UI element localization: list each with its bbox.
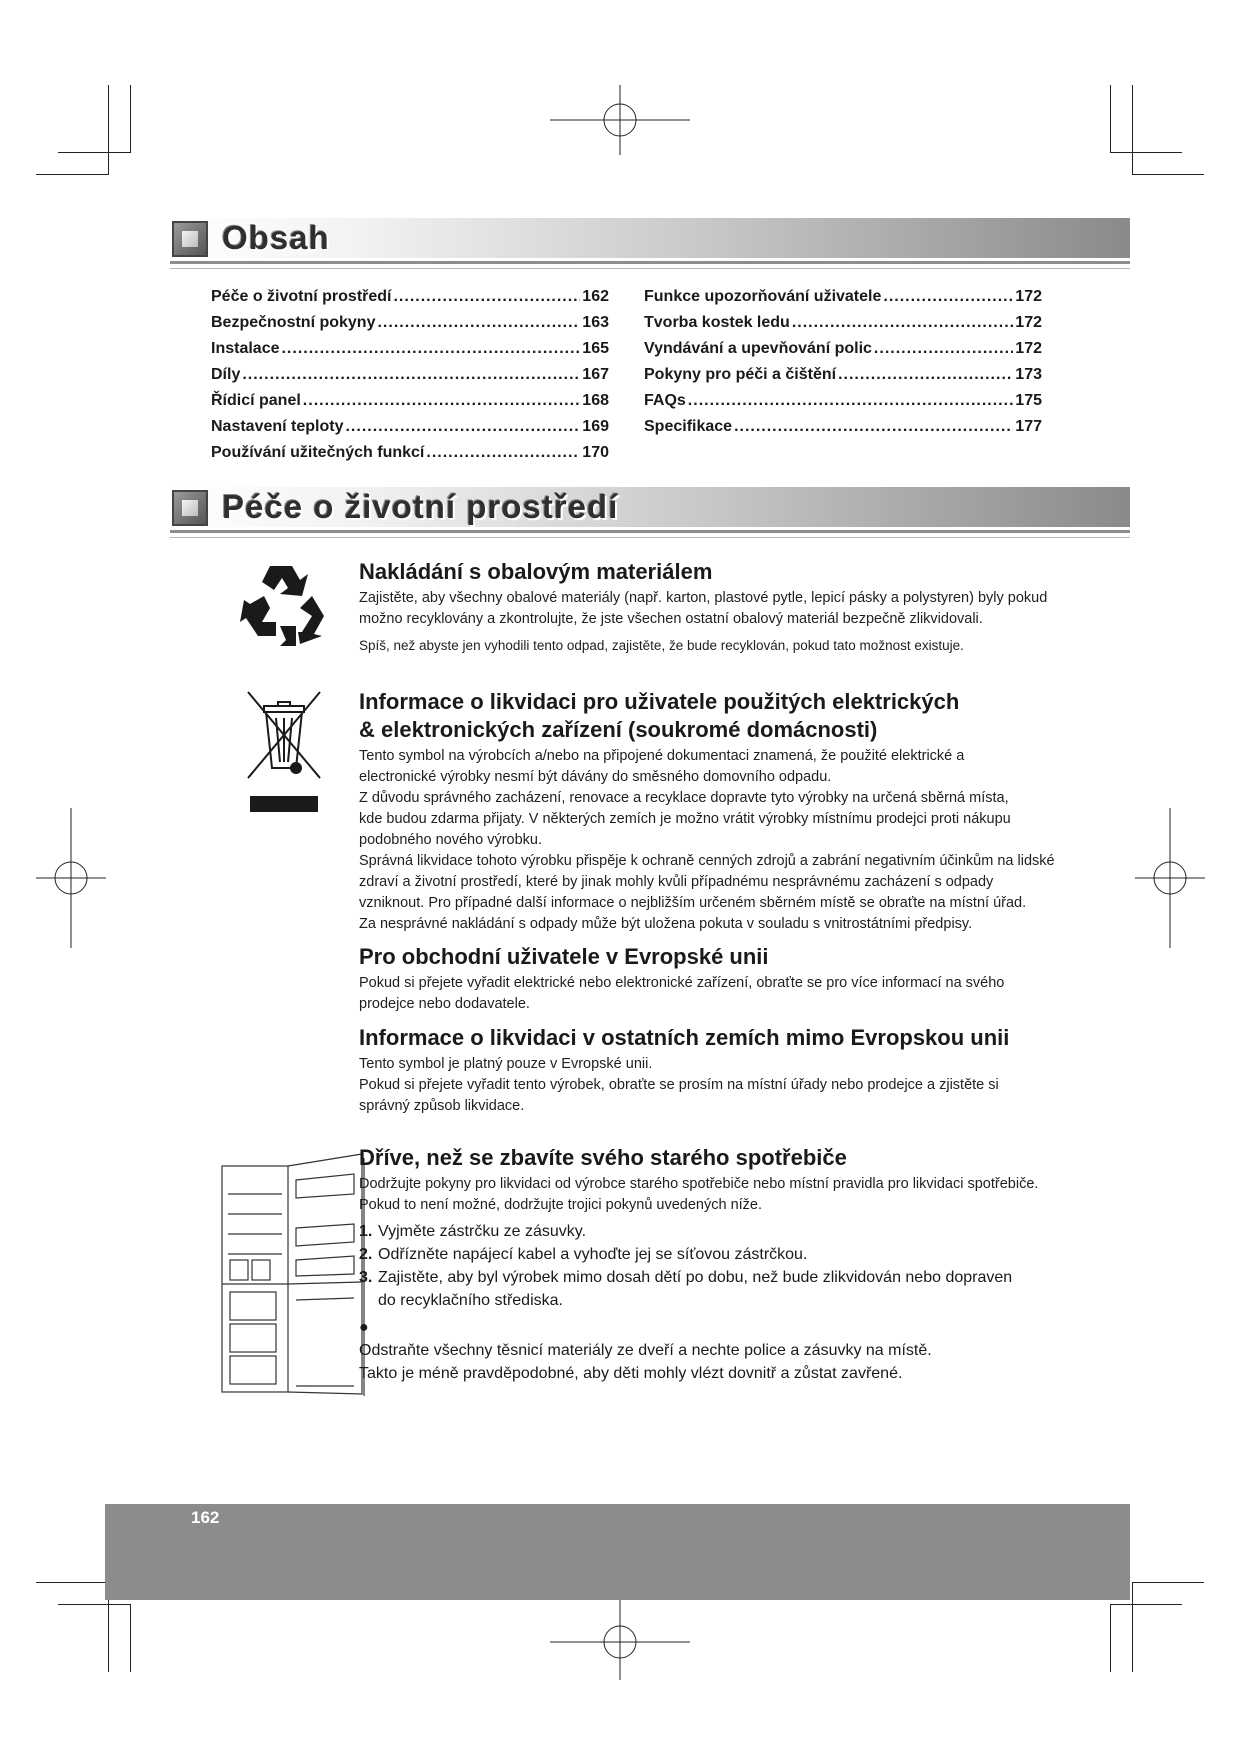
business-block xyxy=(359,943,1059,1015)
section-square-icon xyxy=(172,490,208,526)
refrigerator-icon xyxy=(218,1150,366,1400)
crop-mark xyxy=(36,174,108,175)
list-item: 3. Zajistěte, aby byl výrobek mimo dosah dětí po dobu, než bude zlikvidován nebo dopraven do recyklačního střediska. xyxy=(359,1269,1013,1309)
registration-mark-icon xyxy=(550,1600,690,1690)
other-countries-text-1: Tento symbol je platný pouze v Evropské unii. xyxy=(359,1056,653,1072)
page-number: 162 xyxy=(191,1508,220,1527)
old-appliance-steps xyxy=(359,1220,1059,1312)
old-appliance-note xyxy=(359,1316,1059,1385)
toc-entry[interactable]: FAQs ..... 175 xyxy=(644,388,1042,414)
crop-mark xyxy=(1110,1604,1182,1605)
toc-entry[interactable]: Bezpečnostní pokyny ..... 163 xyxy=(211,310,609,336)
registration-mark-icon xyxy=(1135,808,1205,948)
old-appliance-block xyxy=(359,1144,1059,1385)
toc-entry[interactable]: Řídicí panel ..... 168 xyxy=(211,388,609,414)
environment-header-bar xyxy=(170,487,1130,527)
crop-mark xyxy=(130,85,131,153)
crop-mark xyxy=(1132,1582,1204,1583)
weee-text-2: Z důvodu správného zacházení, renovace a recyklace dopravte tyto výrobky na určená sběrná místa, kde budou zdarma přijaty. V některých zemích je možno vrátit výrobky místnímu prodejci proti nákupu podobného nového výrobku. xyxy=(359,790,1011,848)
other-countries-block xyxy=(359,1024,1059,1117)
list-item: 2. Odřízněte napájecí kabel a vyhoďte jej se síťovou zástrčkou. xyxy=(359,1246,808,1263)
other-countries-heading: Informace o likvidaci v ostatních zemích mimo Evropskou unii xyxy=(359,1025,1010,1050)
packaging-heading: Nakládání s obalovým materiálem xyxy=(359,559,713,584)
list-item: 1. Vyjměte zástrčku ze zásuvky. xyxy=(359,1223,587,1240)
environment-title: Péče o životní prostředí xyxy=(222,488,619,525)
weee-text-4: Za nesprávné nakládání s odpady může být uložena pokuta v souladu s vnitrostátními předpisy. xyxy=(359,916,973,932)
bullet-icon: ● xyxy=(359,1319,369,1336)
toc-entry[interactable]: Instalace ..... 165 xyxy=(211,336,609,362)
toc-entry[interactable]: Díly ..... 167 xyxy=(211,362,609,388)
packaging-block xyxy=(359,558,1059,656)
weee-text-3: Správná likvidace tohoto výrobku přispěje k ochraně cenných zdrojů a zabrání negativním účinkům na lidské zdraví a životní prostředí, které by jinak mohly kvůli případnému nesprávnému zacházení s odpady vzniknout. Pro případné další informace o nejbližším určeném sběrném místě se obraťte na místní úřad. xyxy=(359,853,1055,911)
contents-header-bar xyxy=(170,218,1130,258)
business-text: Pokud si přejete vyřadit elektrické nebo elektronické zařízení, obraťte se pro více informací na svého prodejce nebo dodavatele. xyxy=(359,975,1005,1012)
crop-mark xyxy=(1132,85,1133,175)
divider xyxy=(170,530,1130,533)
weee-heading: Informace o likvidaci pro uživatele použitých elektrických & elektronických zařízení (soukromé domácnosti) xyxy=(359,689,960,742)
packaging-text: Zajistěte, aby všechny obalové materiály (např. karton, plastové pytle, lepicí pásky a polystyren) byly pokud možno recyklovány a zkontrolujte, že jste všechen ostatní obalový materiál bezpečně zlikvidovali. xyxy=(359,590,1048,627)
toc-left-column xyxy=(211,284,609,466)
contents-title: Obsah xyxy=(222,219,330,256)
divider xyxy=(170,261,1130,264)
old-appliance-heading: Dříve, než se zbavíte svého starého spotřebiče xyxy=(359,1145,847,1170)
note-line: Takto je méně pravděpodobné, aby děti mohly vlézt dovnitř a zůstat zavřené. xyxy=(359,1365,903,1382)
old-appliance-intro: Dodržujte pokyny pro likvidaci od výrobce starého spotřebiče nebo místní pravidla pro likvidaci spotřebiče. Pokud to není možné, dodržujte trojici pokynů uvedených níže. xyxy=(359,1176,1039,1213)
crop-mark xyxy=(58,1604,130,1605)
toc-right-column xyxy=(644,284,1042,440)
toc-entry[interactable]: Vyndávání a upevňování polic ..... 172 xyxy=(644,336,1042,362)
note-line: Odstraňte všechny těsnicí materiály ze dveří a nechte police a zásuvky na místě. xyxy=(359,1342,932,1359)
toc-entry[interactable]: Specifikace ..... 177 xyxy=(644,414,1042,440)
crop-mark xyxy=(36,1582,108,1583)
crop-mark xyxy=(58,152,130,153)
crossed-out-bin-icon xyxy=(244,688,324,812)
toc-entry[interactable]: Funkce upozorňování uživatele ..... 172 xyxy=(644,284,1042,310)
toc-entry[interactable]: Tvorba kostek ledu ..... 172 xyxy=(644,310,1042,336)
crop-mark xyxy=(130,1604,131,1672)
crop-mark xyxy=(1110,85,1111,153)
toc-entry[interactable]: Používání užitečných funkcí ..... 170 xyxy=(211,440,609,466)
divider xyxy=(170,268,1130,269)
section-square-icon xyxy=(172,221,208,257)
crop-mark xyxy=(1132,1582,1133,1672)
registration-mark-icon xyxy=(550,85,690,185)
toc-entry[interactable]: Péče o životní prostředí ..... 162 xyxy=(211,284,609,310)
crop-mark xyxy=(1132,174,1204,175)
toc-entry[interactable]: Pokyny pro péči a čištění ..... 173 xyxy=(644,362,1042,388)
divider xyxy=(170,537,1130,538)
weee-text-1: Tento symbol na výrobcích a/nebo na připojené dokumentaci znamená, že použité elektrické a electronické výrobky nesmí být dávány do směsného domovního odpadu. xyxy=(359,748,965,785)
packaging-note: Spíš, než abyste jen vyhodili tento odpad, zajistěte, že bude recyklován, pokud tato možnost existuje. xyxy=(359,638,964,653)
weee-block xyxy=(359,688,1059,935)
crop-mark xyxy=(1110,152,1182,153)
registration-mark-icon xyxy=(36,808,106,948)
toc-entry[interactable]: Nastavení teploty ..... 169 xyxy=(211,414,609,440)
crop-mark xyxy=(108,85,109,175)
page-footer-bar xyxy=(105,1504,1130,1600)
recycle-icon xyxy=(240,560,330,648)
crop-mark xyxy=(1110,1604,1111,1672)
business-heading: Pro obchodní uživatele v Evropské unii xyxy=(359,944,769,969)
other-countries-text-2: Pokud si přejete vyřadit tento výrobek, obraťte se prosím na místní úřady nebo prodejce a zjistěte si správný způsob likvidace. xyxy=(359,1077,999,1114)
